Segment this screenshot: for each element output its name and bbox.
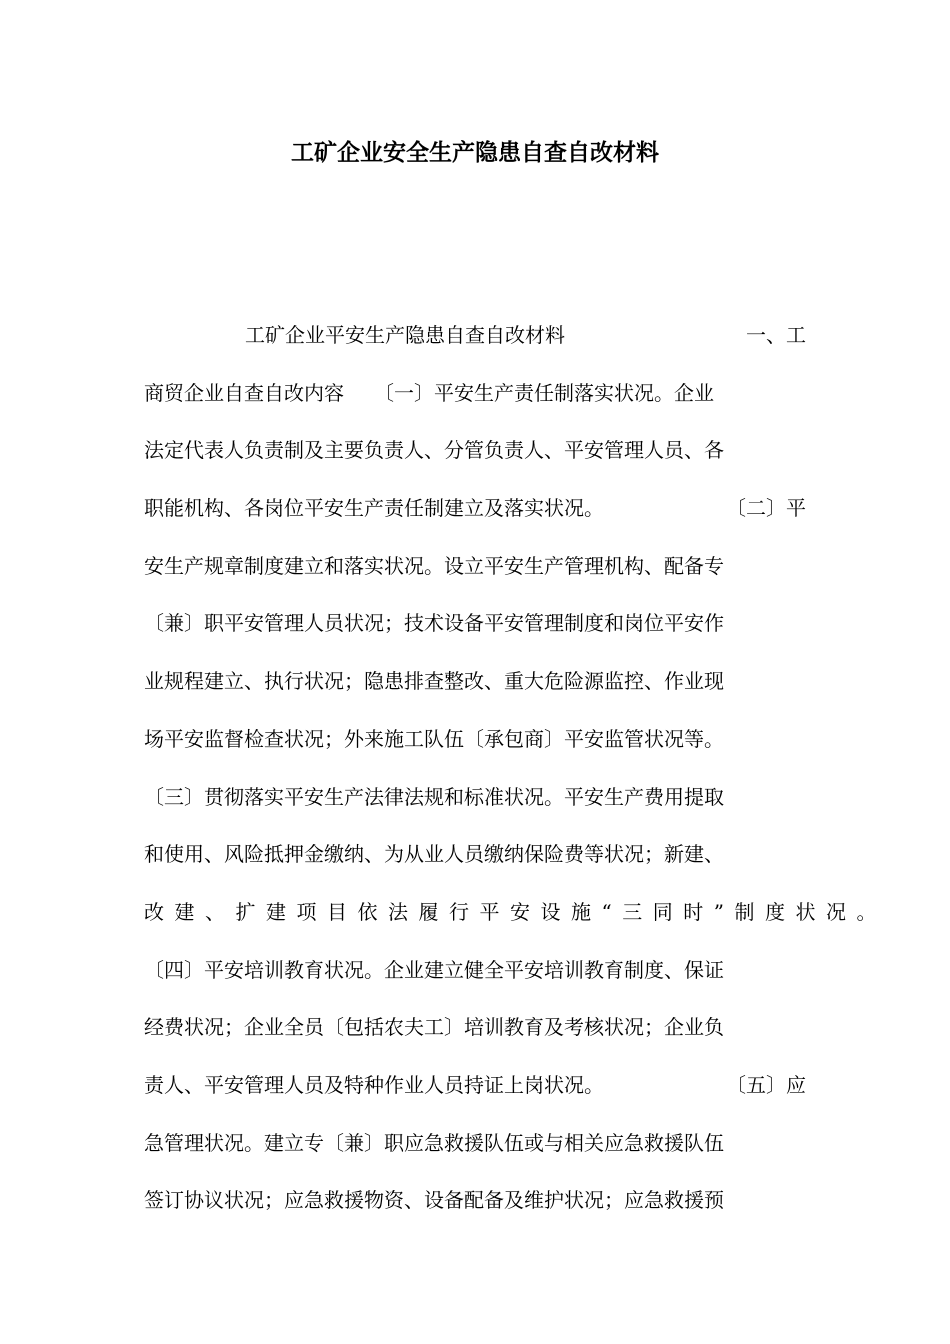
body-line-11	[144, 895, 887, 953]
body-line-6-text: 〔兼〕职平安管理人员状况；技术设备平安管理制度和岗位平安作	[144, 611, 724, 636]
document-body	[144, 318, 887, 1241]
body-line-2	[144, 376, 806, 434]
body-line-5	[144, 549, 806, 607]
body-line-1-left: 工矿企业平安生产隐患自查自改材料	[245, 323, 565, 347]
body-line-7-text: 业规程建立、执行状况；隐患排查整改、重大危险源监控、作业现	[144, 669, 724, 694]
body-line-13-text: 经费状况；企业全员〔包括农夫工〕培训教育及考核状况；企业负	[144, 1015, 724, 1040]
body-line-15	[144, 1126, 806, 1184]
body-line-16-text: 签订协议状况；应急救援物资、设备配备及维护状况；应急救援预	[144, 1188, 724, 1213]
body-line-1-right: 一、工	[746, 323, 806, 347]
body-line-15-text: 急管理状况。建立专〔兼〕职应急救援队伍或与相关应急救援队伍	[144, 1130, 724, 1155]
body-line-16	[144, 1183, 806, 1241]
body-line-11-text: 改建、扩建项目依法履行平安设施“三同时”制度状况。	[144, 899, 887, 924]
body-line-5-text: 安生产规章制度建立和落实状况。设立平安生产管理机构、配备专	[144, 553, 724, 578]
body-line-3-text: 法定代表人负责制及主要负责人、分管负责人、平安管理人员、各	[144, 438, 724, 463]
body-line-8-text: 场平安监督检查状况；外来施工队伍〔承包商〕平安监管状况等。	[144, 726, 724, 751]
body-line-2-text: 商贸企业自查自改内容 〔一〕平安生产责任制落实状况。企业	[144, 380, 714, 405]
body-line-3	[144, 433, 806, 491]
body-line-4	[144, 491, 806, 549]
body-line-8	[144, 722, 806, 780]
body-line-9-text: 〔三〕贯彻落实平安生产法律法规和标准状况。平安生产费用提取	[144, 784, 724, 809]
body-line-14	[144, 1068, 806, 1126]
body-line-14-left: 责人、平安管理人员及特种作业人员持证上岗状况。	[144, 1072, 604, 1097]
body-line-9	[144, 780, 806, 838]
body-line-4-right: 〔二〕平	[726, 496, 806, 521]
body-line-12	[144, 953, 806, 1011]
body-line-10	[144, 837, 806, 895]
body-line-12-text: 〔四〕平安培训教育状况。企业建立健全平安培训教育制度、保证	[144, 957, 724, 982]
body-line-13	[144, 1010, 806, 1068]
body-line-6	[144, 606, 806, 664]
body-line-10-text: 和使用、风险抵押金缴纳、为从业人员缴纳保险费等状况；新建、	[144, 842, 724, 867]
document-title: 工矿企业安全生产隐患自查自改材料	[291, 139, 659, 166]
body-line-14-right: 〔五〕应	[726, 1072, 806, 1097]
body-line-1	[144, 318, 806, 376]
body-line-7	[144, 664, 806, 722]
body-line-4-left: 职能机构、各岗位平安生产责任制建立及落实状况。	[144, 496, 604, 521]
